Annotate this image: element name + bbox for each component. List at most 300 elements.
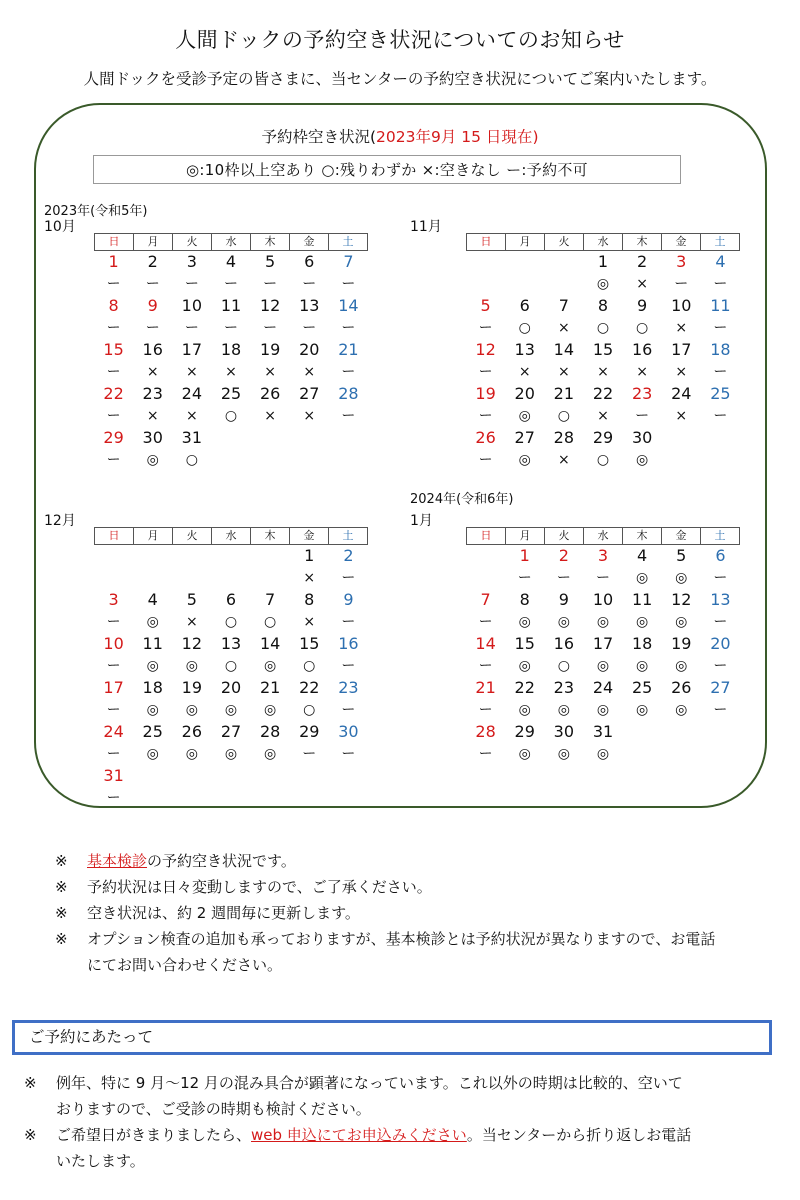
date-cell	[505, 251, 544, 273]
availability-mark: ×	[557, 452, 570, 468]
availability-mark: ×	[185, 614, 198, 630]
availability-mark: ー	[478, 658, 493, 674]
date-cell: 18	[142, 678, 163, 697]
weekday-label: 火	[173, 528, 212, 544]
availability-mark: ー	[106, 702, 121, 718]
date-row	[94, 765, 368, 787]
date-row	[466, 427, 740, 449]
availability-mark: ◎	[518, 702, 531, 718]
weekday-label: 土	[714, 235, 726, 248]
availability-mark: ◎	[675, 702, 688, 718]
date-cell: 4	[715, 252, 726, 271]
date-cell: 16	[142, 340, 163, 359]
date-cell: 29	[592, 428, 614, 447]
availability-mark: ー	[263, 320, 278, 336]
availability-mark: ◎	[146, 452, 159, 468]
date-cell: 15	[103, 340, 124, 359]
booking-notes	[24, 1070, 794, 1174]
availability-mark: ○	[596, 452, 610, 468]
date-cell: 10	[181, 296, 203, 315]
availability-mark: ー	[106, 746, 121, 762]
availability-mark: ×	[303, 408, 316, 424]
date-cell: 10	[103, 634, 124, 653]
date-cell: 15	[592, 340, 614, 359]
month-label-nov: 11月	[410, 219, 442, 235]
availability-mark: ○	[303, 702, 316, 718]
availability-mark: ×	[303, 364, 316, 380]
date-cell: 12	[259, 296, 281, 315]
date-cell	[251, 545, 290, 567]
date-cell: 7	[558, 296, 569, 315]
date-row	[94, 721, 368, 743]
weekday-label: 水	[584, 234, 623, 250]
page-subtitle: 人間ドックを受診予定の皆さまに、当センターの予約空き状況についてご案内いたします。	[83, 70, 717, 88]
weekday-header	[466, 233, 740, 251]
date-cell: 19	[475, 384, 496, 403]
note-3-text: 空き状況は、約 2 週間毎に更新します。	[87, 904, 360, 922]
availability-mark: ー	[478, 408, 493, 424]
availability-mark: ◎	[185, 658, 198, 674]
status-prefix: 予約枠空き状況(	[261, 128, 377, 146]
weekday-label: 土	[342, 529, 354, 542]
availability-mark: ー	[478, 702, 493, 718]
date-cell: 14	[553, 340, 575, 359]
date-cell	[172, 765, 211, 787]
weekday-label: 火	[173, 234, 212, 250]
date-cell	[290, 427, 329, 449]
availability-mark: ◎	[557, 614, 570, 630]
basic-checkup-link[interactable]: 基本検診	[87, 852, 148, 870]
date-cell: 27	[710, 678, 731, 697]
date-cell: 26	[259, 384, 281, 403]
date-cell: 1	[597, 252, 609, 271]
date-cell: 25	[142, 722, 163, 741]
date-cell	[172, 545, 211, 567]
availability-mark: ー	[713, 658, 728, 674]
date-cell	[466, 251, 505, 273]
availability-mark: ◎	[146, 702, 159, 718]
availability-mark: ×	[557, 320, 570, 336]
date-cell: 4	[225, 252, 237, 271]
availability-mark: ー	[341, 276, 356, 292]
availability-row	[466, 317, 740, 339]
date-cell	[701, 721, 740, 743]
weekday-label: 火	[545, 234, 584, 250]
date-cell	[211, 765, 250, 787]
date-cell: 20	[710, 634, 731, 653]
availability-mark: ◎	[146, 746, 159, 762]
date-cell: 6	[715, 546, 726, 565]
availability-mark: ー	[713, 276, 728, 292]
availability-mark: ○	[636, 320, 649, 336]
date-cell: 19	[671, 634, 692, 653]
availability-mark: ◎	[596, 658, 610, 674]
date-cell: 4	[147, 590, 158, 609]
availability-mark: ○	[185, 452, 198, 468]
date-cell: 23	[338, 678, 359, 697]
availability-mark: ー	[674, 276, 689, 292]
date-cell	[466, 545, 505, 567]
weekday-label: 土	[714, 529, 726, 542]
note-mark: ※	[55, 930, 68, 948]
availability-mark: ○	[224, 614, 238, 630]
availability-mark: ◎	[596, 276, 610, 292]
status-suffix: )	[532, 128, 539, 146]
date-cell: 19	[259, 340, 281, 359]
availability-mark: ×	[185, 364, 198, 380]
booking-section-title: ご予約にあたって	[12, 1020, 772, 1055]
booking-note-1-line1: 例年、特に 9 月～12 月の混み具合が顕著になっています。これ以外の時期は比較的、空いて	[56, 1074, 683, 1092]
availability-mark: ー	[478, 452, 493, 468]
date-cell: 12	[181, 634, 203, 653]
date-row	[466, 295, 740, 317]
date-row	[466, 339, 740, 361]
weekday-label: 日	[467, 234, 506, 250]
availability-mark	[290, 787, 329, 809]
date-cell: 24	[103, 722, 124, 741]
availability-row	[94, 611, 368, 633]
availability-row	[94, 787, 368, 809]
date-row	[466, 633, 740, 655]
date-cell: 12	[475, 340, 496, 359]
availability-mark	[662, 743, 701, 765]
date-cell: 24	[592, 678, 614, 697]
weekday-header	[94, 527, 368, 545]
weekday-label: 木	[251, 528, 290, 544]
availability-mark: ×	[264, 408, 276, 424]
date-cell: 7	[480, 590, 491, 609]
availability-mark: ◎	[518, 658, 531, 674]
note-4	[55, 926, 785, 978]
availability-mark: ー	[106, 408, 121, 424]
weekday-label: 日	[95, 528, 134, 544]
weekday-label: 土	[342, 235, 354, 248]
date-cell: 3	[186, 252, 197, 271]
date-cell: 17	[103, 678, 124, 697]
date-cell: 29	[299, 722, 320, 741]
date-cell: 19	[181, 678, 203, 697]
availability-mark: ◎	[636, 658, 649, 674]
date-cell: 21	[338, 340, 359, 359]
availability-mark: ー	[341, 614, 356, 630]
date-cell: 26	[181, 722, 203, 741]
date-cell	[133, 765, 172, 787]
date-cell: 31	[103, 766, 124, 785]
availability-row	[466, 449, 740, 471]
date-cell: 5	[480, 296, 491, 315]
availability-mark: ×	[518, 364, 531, 380]
date-cell: 20	[299, 340, 320, 359]
date-cell: 13	[514, 340, 535, 359]
availability-mark: ー	[145, 320, 160, 336]
availability-mark: ー	[341, 408, 356, 424]
date-cell: 8	[519, 590, 530, 609]
availability-mark: ×	[225, 364, 237, 380]
weekday-label: 金	[290, 234, 329, 250]
availability-mark: ー	[106, 614, 121, 630]
date-cell: 8	[304, 590, 315, 609]
note-3	[55, 900, 785, 926]
month-label-dec: 12月	[44, 513, 76, 529]
date-cell: 6	[304, 252, 315, 271]
date-cell: 3	[108, 590, 119, 609]
date-cell: 28	[338, 384, 359, 403]
date-cell: 22	[514, 678, 535, 697]
availability-mark: ー	[106, 658, 121, 674]
availability-mark: ○	[224, 658, 238, 674]
availability-mark: ×	[636, 364, 648, 380]
weekday-label: 月	[506, 528, 545, 544]
date-row	[94, 251, 368, 273]
availability-mark: ◎	[224, 746, 238, 762]
availability-mark: ◎	[636, 570, 649, 586]
availability-row	[94, 655, 368, 677]
date-cell: 10	[592, 590, 614, 609]
availability-mark: ×	[675, 320, 688, 336]
availability-mark	[251, 449, 290, 471]
date-cell: 17	[671, 340, 692, 359]
date-cell: 22	[592, 384, 614, 403]
note-2	[55, 874, 785, 900]
availability-mark: ー	[106, 790, 121, 806]
date-cell: 23	[553, 678, 575, 697]
note-4-text-line1: オプション検査の追加も承っておりますが、基本検診とは予約状況が異なりますので、お電話	[87, 930, 716, 948]
date-row	[94, 545, 368, 567]
availability-mark: ◎	[518, 408, 531, 424]
date-row	[94, 427, 368, 449]
availability-row	[94, 449, 368, 471]
availability-row	[466, 361, 740, 383]
availability-mark: ×	[303, 614, 316, 630]
date-cell: 14	[259, 634, 281, 653]
date-cell: 9	[558, 590, 569, 609]
month-label-jan: 1月	[410, 513, 433, 529]
availability-mark: ー	[341, 658, 356, 674]
note-mark: ※	[24, 1126, 37, 1144]
date-cell: 24	[671, 384, 692, 403]
availability-mark: ○	[303, 658, 316, 674]
calendar-october	[94, 233, 368, 471]
date-cell: 23	[631, 384, 653, 403]
date-cell: 17	[592, 634, 614, 653]
date-cell: 2	[637, 252, 648, 271]
availability-mark	[544, 273, 583, 295]
availability-mark: ◎	[264, 702, 277, 718]
date-cell: 30	[553, 722, 575, 741]
date-row	[94, 295, 368, 317]
availability-mark: ◎	[636, 702, 649, 718]
weekday-label: 月	[134, 528, 173, 544]
date-cell	[290, 765, 329, 787]
date-cell: 28	[475, 722, 496, 741]
status-heading	[0, 125, 800, 147]
date-cell: 25	[710, 384, 731, 403]
date-cell: 20	[220, 678, 242, 697]
date-cell: 7	[343, 252, 354, 271]
availability-mark: ×	[597, 408, 609, 424]
availability-mark: ◎	[675, 614, 688, 630]
era-label-2024: 2024年(令和6年)	[410, 492, 514, 507]
availability-mark: ○	[596, 320, 610, 336]
availability-mark: ×	[557, 364, 570, 380]
availability-mark	[172, 567, 211, 589]
availability-mark: ー	[341, 570, 356, 586]
date-cell: 21	[475, 678, 496, 697]
date-cell: 1	[108, 252, 119, 271]
date-cell: 3	[597, 546, 609, 565]
availability-mark: ×	[146, 364, 159, 380]
date-cell	[662, 721, 701, 743]
calendar-december	[94, 527, 368, 809]
note-mark: ※	[55, 878, 68, 896]
date-cell: 3	[676, 252, 687, 271]
availability-mark	[251, 567, 290, 589]
availability-row	[466, 405, 740, 427]
date-cell: 28	[259, 722, 281, 741]
date-cell: 15	[514, 634, 535, 653]
calendar-november	[466, 233, 740, 471]
date-cell: 11	[142, 634, 163, 653]
date-cell: 14	[338, 296, 359, 315]
availability-mark: ー	[341, 702, 356, 718]
calendar-january	[466, 527, 740, 765]
weekday-label: 金	[662, 234, 701, 250]
availability-mark: ー	[713, 702, 728, 718]
date-cell	[544, 251, 583, 273]
note-2-text: 予約状況は日々変動しますので、ご了承ください。	[87, 878, 432, 896]
availability-mark: ー	[713, 408, 728, 424]
availability-mark	[211, 567, 250, 589]
weekday-label: 水	[212, 234, 251, 250]
note-mark: ※	[55, 852, 68, 870]
availability-mark	[251, 787, 290, 809]
date-cell: 27	[299, 384, 320, 403]
availability-mark: ◎	[596, 746, 610, 762]
availability-mark	[466, 273, 505, 295]
date-cell: 24	[181, 384, 203, 403]
availability-mark: ー	[517, 570, 532, 586]
date-cell: 25	[631, 678, 653, 697]
availability-mark: ×	[675, 364, 688, 380]
date-cell: 2	[558, 546, 569, 565]
availability-mark: ○	[224, 408, 238, 424]
availability-row	[94, 317, 368, 339]
web-apply-link[interactable]: web 申込にてお申込みください	[251, 1126, 467, 1144]
date-cell: 22	[103, 384, 124, 403]
date-cell: 28	[553, 428, 575, 447]
weekday-label: 金	[290, 528, 329, 544]
availability-mark	[290, 449, 329, 471]
date-cell: 21	[259, 678, 281, 697]
date-cell: 8	[108, 296, 119, 315]
date-row	[466, 721, 740, 743]
status-date: 2023年9月 15 日現在	[376, 128, 533, 146]
availability-mark: ◎	[596, 614, 610, 630]
date-row	[466, 251, 740, 273]
date-row	[94, 677, 368, 699]
date-cell	[133, 545, 172, 567]
date-cell: 13	[299, 296, 320, 315]
weekday-label: 木	[623, 528, 662, 544]
availability-row	[466, 611, 740, 633]
date-cell: 30	[142, 428, 163, 447]
availability-mark: ー	[556, 570, 571, 586]
booking-note-2	[24, 1122, 794, 1174]
date-cell: 5	[186, 590, 197, 609]
date-cell	[329, 427, 368, 449]
availability-mark	[662, 449, 701, 471]
date-cell	[623, 721, 662, 743]
availability-mark	[133, 567, 172, 589]
availability-mark: ー	[106, 276, 121, 292]
availability-mark: ◎	[185, 746, 198, 762]
date-row	[466, 677, 740, 699]
note-1-text: の予約空き状況です。	[147, 852, 296, 870]
availability-row	[466, 273, 740, 295]
availability-mark: ー	[106, 364, 121, 380]
date-cell: 30	[631, 428, 653, 447]
date-row	[466, 545, 740, 567]
availability-mark: ー	[478, 320, 493, 336]
availability-mark: ー	[341, 746, 356, 762]
date-cell: 12	[671, 590, 692, 609]
date-cell: 18	[710, 340, 731, 359]
availability-row	[466, 567, 740, 589]
weekday-header	[94, 233, 368, 251]
availability-mark: ◎	[264, 746, 277, 762]
booking-note-1-line2: おりますので、ご受診の時期も検討ください。	[56, 1100, 371, 1118]
weekday-label: 木	[251, 234, 290, 250]
availability-mark	[329, 449, 368, 471]
date-row	[466, 589, 740, 611]
availability-mark: ◎	[518, 614, 531, 630]
date-row	[94, 633, 368, 655]
availability-mark: ー	[635, 408, 650, 424]
booking-note-2-line2: いたします。	[56, 1152, 145, 1170]
weekday-label: 日	[467, 528, 506, 544]
availability-mark: ○	[557, 658, 570, 674]
date-cell: 9	[343, 590, 354, 609]
date-cell	[662, 427, 701, 449]
date-cell	[251, 427, 290, 449]
booking-note-1	[24, 1070, 794, 1122]
date-cell	[251, 765, 290, 787]
availability-mark	[329, 787, 368, 809]
date-cell: 16	[338, 634, 359, 653]
date-cell: 2	[147, 252, 158, 271]
date-cell: 18	[220, 340, 242, 359]
date-cell: 18	[631, 634, 653, 653]
note-mark: ※	[24, 1074, 37, 1092]
availability-mark: ー	[595, 570, 610, 586]
availability-legend: ◎:10枠以上空あり ○:残りわずか ×:空きなし ー:予約不可	[93, 155, 681, 184]
date-cell: 31	[181, 428, 203, 447]
availability-mark: ×	[636, 276, 648, 292]
date-cell: 26	[671, 678, 692, 697]
availability-mark: ー	[302, 276, 317, 292]
weekday-label: 木	[623, 234, 662, 250]
availability-mark: ×	[146, 408, 159, 424]
date-cell: 23	[142, 384, 163, 403]
date-cell: 22	[299, 678, 320, 697]
month-label-oct: 10月	[44, 219, 76, 235]
date-cell: 17	[181, 340, 203, 359]
availability-mark: ◎	[518, 746, 531, 762]
booking-note-2-pre: ご希望日がきまりましたら、	[56, 1126, 252, 1144]
note-1	[55, 848, 785, 874]
date-cell: 11	[220, 296, 242, 315]
date-cell: 26	[475, 428, 496, 447]
